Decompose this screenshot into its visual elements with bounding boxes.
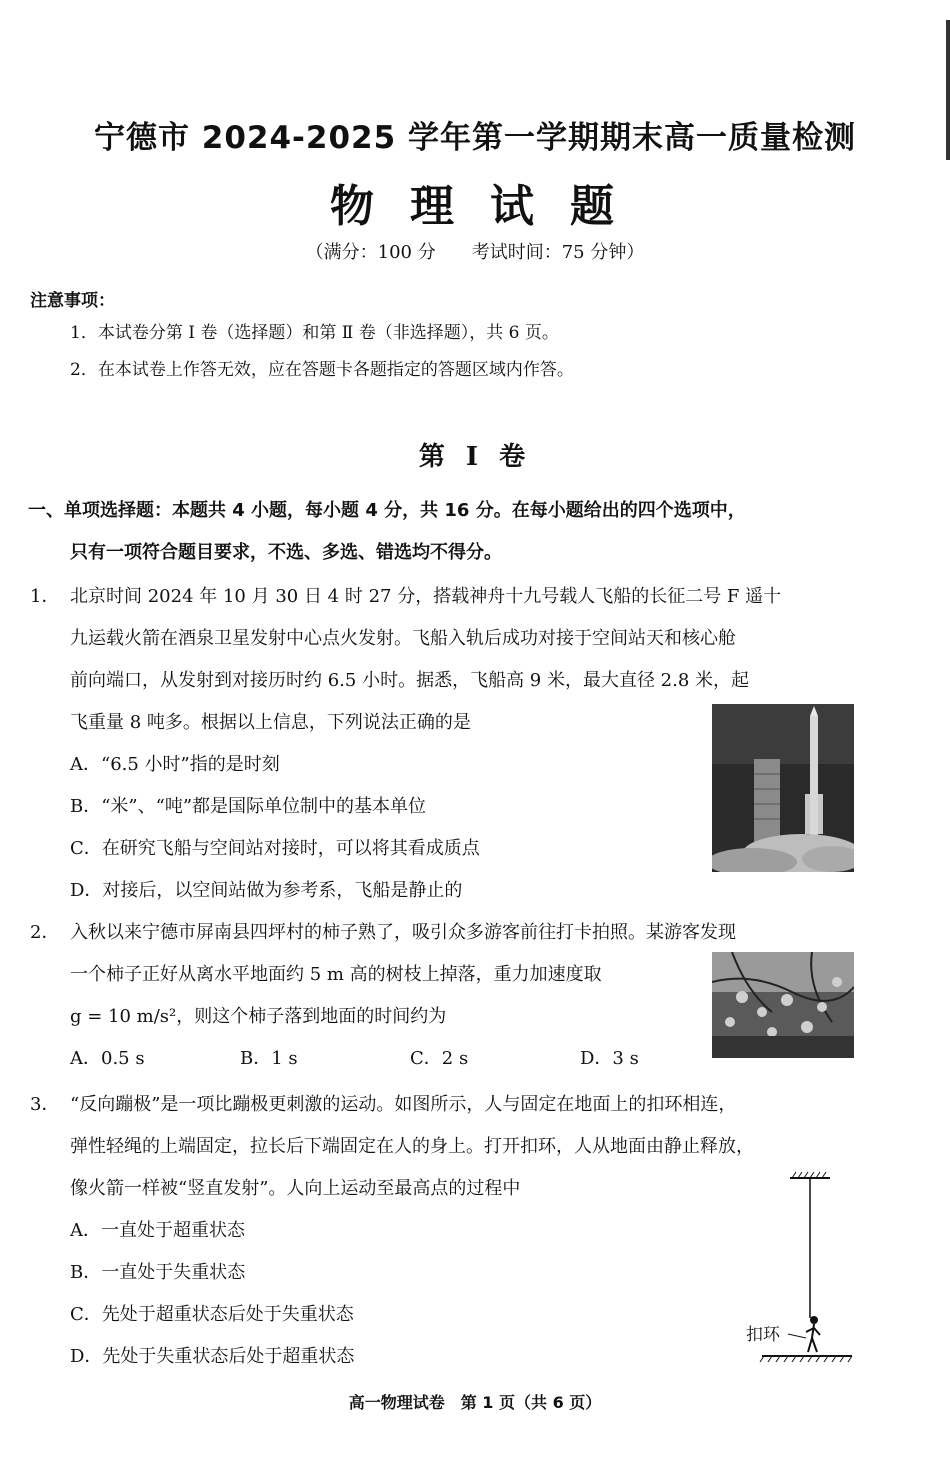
option-a: A．一直处于超重状态 bbox=[70, 1220, 245, 1241]
option-b: B．“米”、“吨”都是国际单位制中的基本单位 bbox=[70, 796, 427, 817]
question-number: 1． bbox=[30, 586, 60, 607]
notice-heading: 注意事项： bbox=[30, 291, 115, 311]
buckle-label: 扣环 bbox=[746, 1325, 780, 1345]
option-d: D．先处于失重状态后处于超重状态 bbox=[70, 1346, 355, 1367]
subject-title: 物理试题 bbox=[330, 181, 650, 232]
question-text: 九运载火箭在酒泉卫星发射中心点火发射。飞船入轨后成功对接于空间站天和核心舱 bbox=[70, 628, 736, 649]
question-number: 3． bbox=[30, 1094, 60, 1115]
option-c: C．在研究飞船与空间站对接时，可以将其看成质点 bbox=[70, 838, 480, 859]
question-text: 入秋以来宁德市屏南县四坪村的柿子熟了，吸引众多游客前往打卡拍照。某游客发现 bbox=[70, 922, 736, 943]
question-text: 北京时间 2024 年 10 月 30 日 4 时 27 分，搭载神舟十九号载人飞船的长征二号 F 遥十 bbox=[70, 586, 782, 607]
option-c: C．2 s bbox=[410, 1048, 469, 1069]
exam-title: 宁德市 2024-2025 学年第一学期期末高一质量检测 bbox=[93, 120, 856, 156]
persimmon-tree-photo bbox=[712, 952, 854, 1058]
option-c: C．先处于超重状态后处于失重状态 bbox=[70, 1304, 354, 1325]
score-info: （满分：100 分 考试时间：75 分钟） bbox=[305, 242, 645, 263]
question-text: “反向蹦极”是一项比蹦极更刺激的运动。如图所示，人与固定在地面上的扣环相连， bbox=[70, 1094, 737, 1115]
page-footer: 高一物理试卷 第 1 页（共 6 页） bbox=[348, 1393, 602, 1412]
question-number: 2． bbox=[30, 922, 60, 943]
question-text: 弹性轻绳的上端固定，拉长后下端固定在人的身上。打开扣环，人从地面由静止释放， bbox=[70, 1136, 754, 1157]
question-text: 像火箭一样被“竖直发射”。人向上运动至最高点的过程中 bbox=[70, 1178, 521, 1199]
option-b: B．一直处于失重状态 bbox=[70, 1262, 246, 1283]
option-d: D．3 s bbox=[580, 1048, 639, 1069]
rocket-launch-photo bbox=[712, 704, 854, 872]
option-a: A．0.5 s bbox=[70, 1048, 145, 1069]
option-d: D．对接后，以空间站做为参考系，飞船是静止的 bbox=[70, 880, 463, 901]
notice-item: 1．本试卷分第 Ⅰ 卷（选择题）和第 Ⅱ 卷（非选择题），共 6 页。 bbox=[70, 323, 559, 343]
section-instructions: 一、单项选择题：本题共 4 小题，每小题 4 分，共 16 分。在每小题给出的四个选项中， bbox=[28, 500, 746, 521]
volume-title: 第 Ⅰ 卷 bbox=[418, 442, 532, 472]
option-a: A．“6.5 小时”指的是时刻 bbox=[70, 754, 280, 775]
question-text: g = 10 m/s²，则这个柿子落到地面的时间约为 bbox=[70, 1006, 447, 1027]
section-instructions: 只有一项符合题目要求，不选、多选、错选均不得分。 bbox=[70, 542, 502, 563]
option-b: B．1 s bbox=[240, 1048, 298, 1069]
question-text: 前向端口，从发射到对接历时约 6.5 小时。据悉，飞船高 9 米，最大直径 2.8 米，起 bbox=[70, 670, 750, 691]
question-text: 一个柿子正好从离水平地面约 5 m 高的树枝上掉落，重力加速度取 bbox=[70, 964, 602, 985]
notice-item: 2．在本试卷上作答无效，应在答题卡各题指定的答题区域内作答。 bbox=[70, 360, 574, 380]
question-text: 飞重量 8 吨多。根据以上信息，下列说法正确的是 bbox=[70, 712, 471, 733]
